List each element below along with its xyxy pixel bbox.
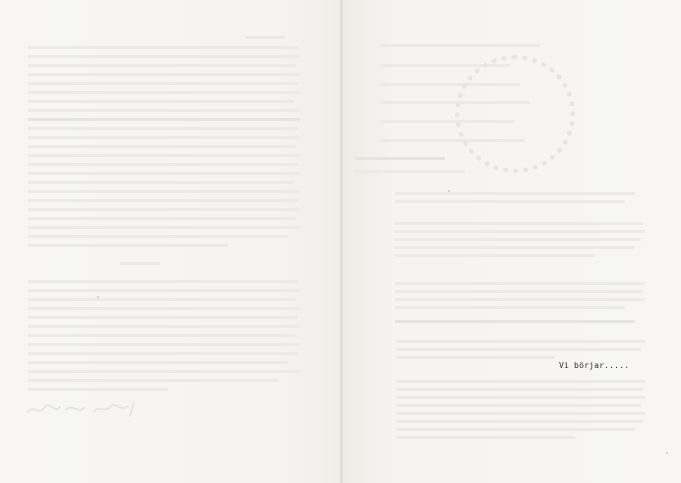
paper-speck: [97, 296, 99, 298]
faint-signature-scribble: [24, 398, 144, 420]
paper-speck: [666, 452, 668, 454]
closing-line-text: Vi börjar.....: [559, 361, 630, 370]
bleed-through-dotted-circle: [455, 55, 575, 173]
paper-speck: [448, 190, 450, 192]
